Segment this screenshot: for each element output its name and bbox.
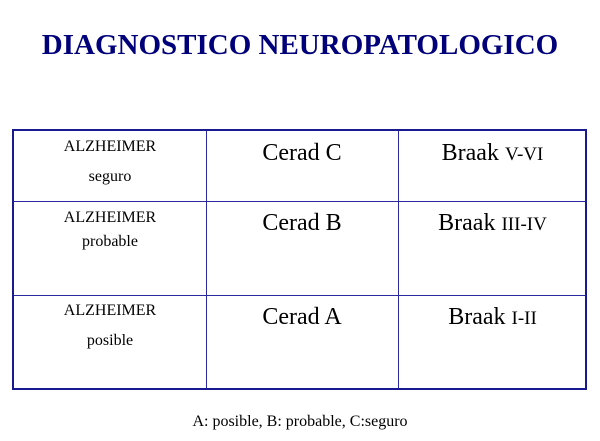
cerad-value: Cerad A xyxy=(262,304,342,330)
diagnosis-label: ALZHEIMER xyxy=(63,138,157,155)
table-row-diagnosis xyxy=(14,206,206,254)
cerad-cell xyxy=(206,303,398,331)
braak-stage: V-VI xyxy=(504,144,544,165)
braak-cell xyxy=(398,209,587,239)
page-title: DIAGNOSTICO NEUROPATOLOGICO xyxy=(41,29,559,61)
table-row-diagnosis xyxy=(14,135,206,189)
braak-label: Braak xyxy=(438,210,496,236)
braak-stage: III-IV xyxy=(501,214,547,235)
diagnosis-label: ALZHEIMER xyxy=(63,302,157,319)
cerad-value: Cerad C xyxy=(262,140,342,166)
cerad-value: Cerad B xyxy=(262,210,342,236)
braak-stage: I-II xyxy=(511,308,537,329)
braak-label: Braak xyxy=(448,304,506,330)
diagnosis-label: ALZHEIMER xyxy=(63,209,157,226)
braak-label: Braak xyxy=(441,140,499,166)
braak-cell xyxy=(398,139,587,169)
diagnosis-certainty: probable xyxy=(82,233,138,250)
diagnosis-certainty: posible xyxy=(86,332,134,349)
column-divider xyxy=(206,131,207,388)
column-divider xyxy=(398,131,399,388)
cerad-cell xyxy=(206,139,398,167)
diagnosis-certainty: seguro xyxy=(88,168,132,185)
diagnosis-table xyxy=(12,129,587,390)
row-divider xyxy=(14,201,585,202)
footnote-legend: A: posible, B: probable, C:seguro xyxy=(192,413,408,430)
table-row-diagnosis xyxy=(14,299,206,353)
cerad-cell xyxy=(206,209,398,237)
row-divider xyxy=(14,295,585,296)
braak-cell xyxy=(398,303,587,333)
